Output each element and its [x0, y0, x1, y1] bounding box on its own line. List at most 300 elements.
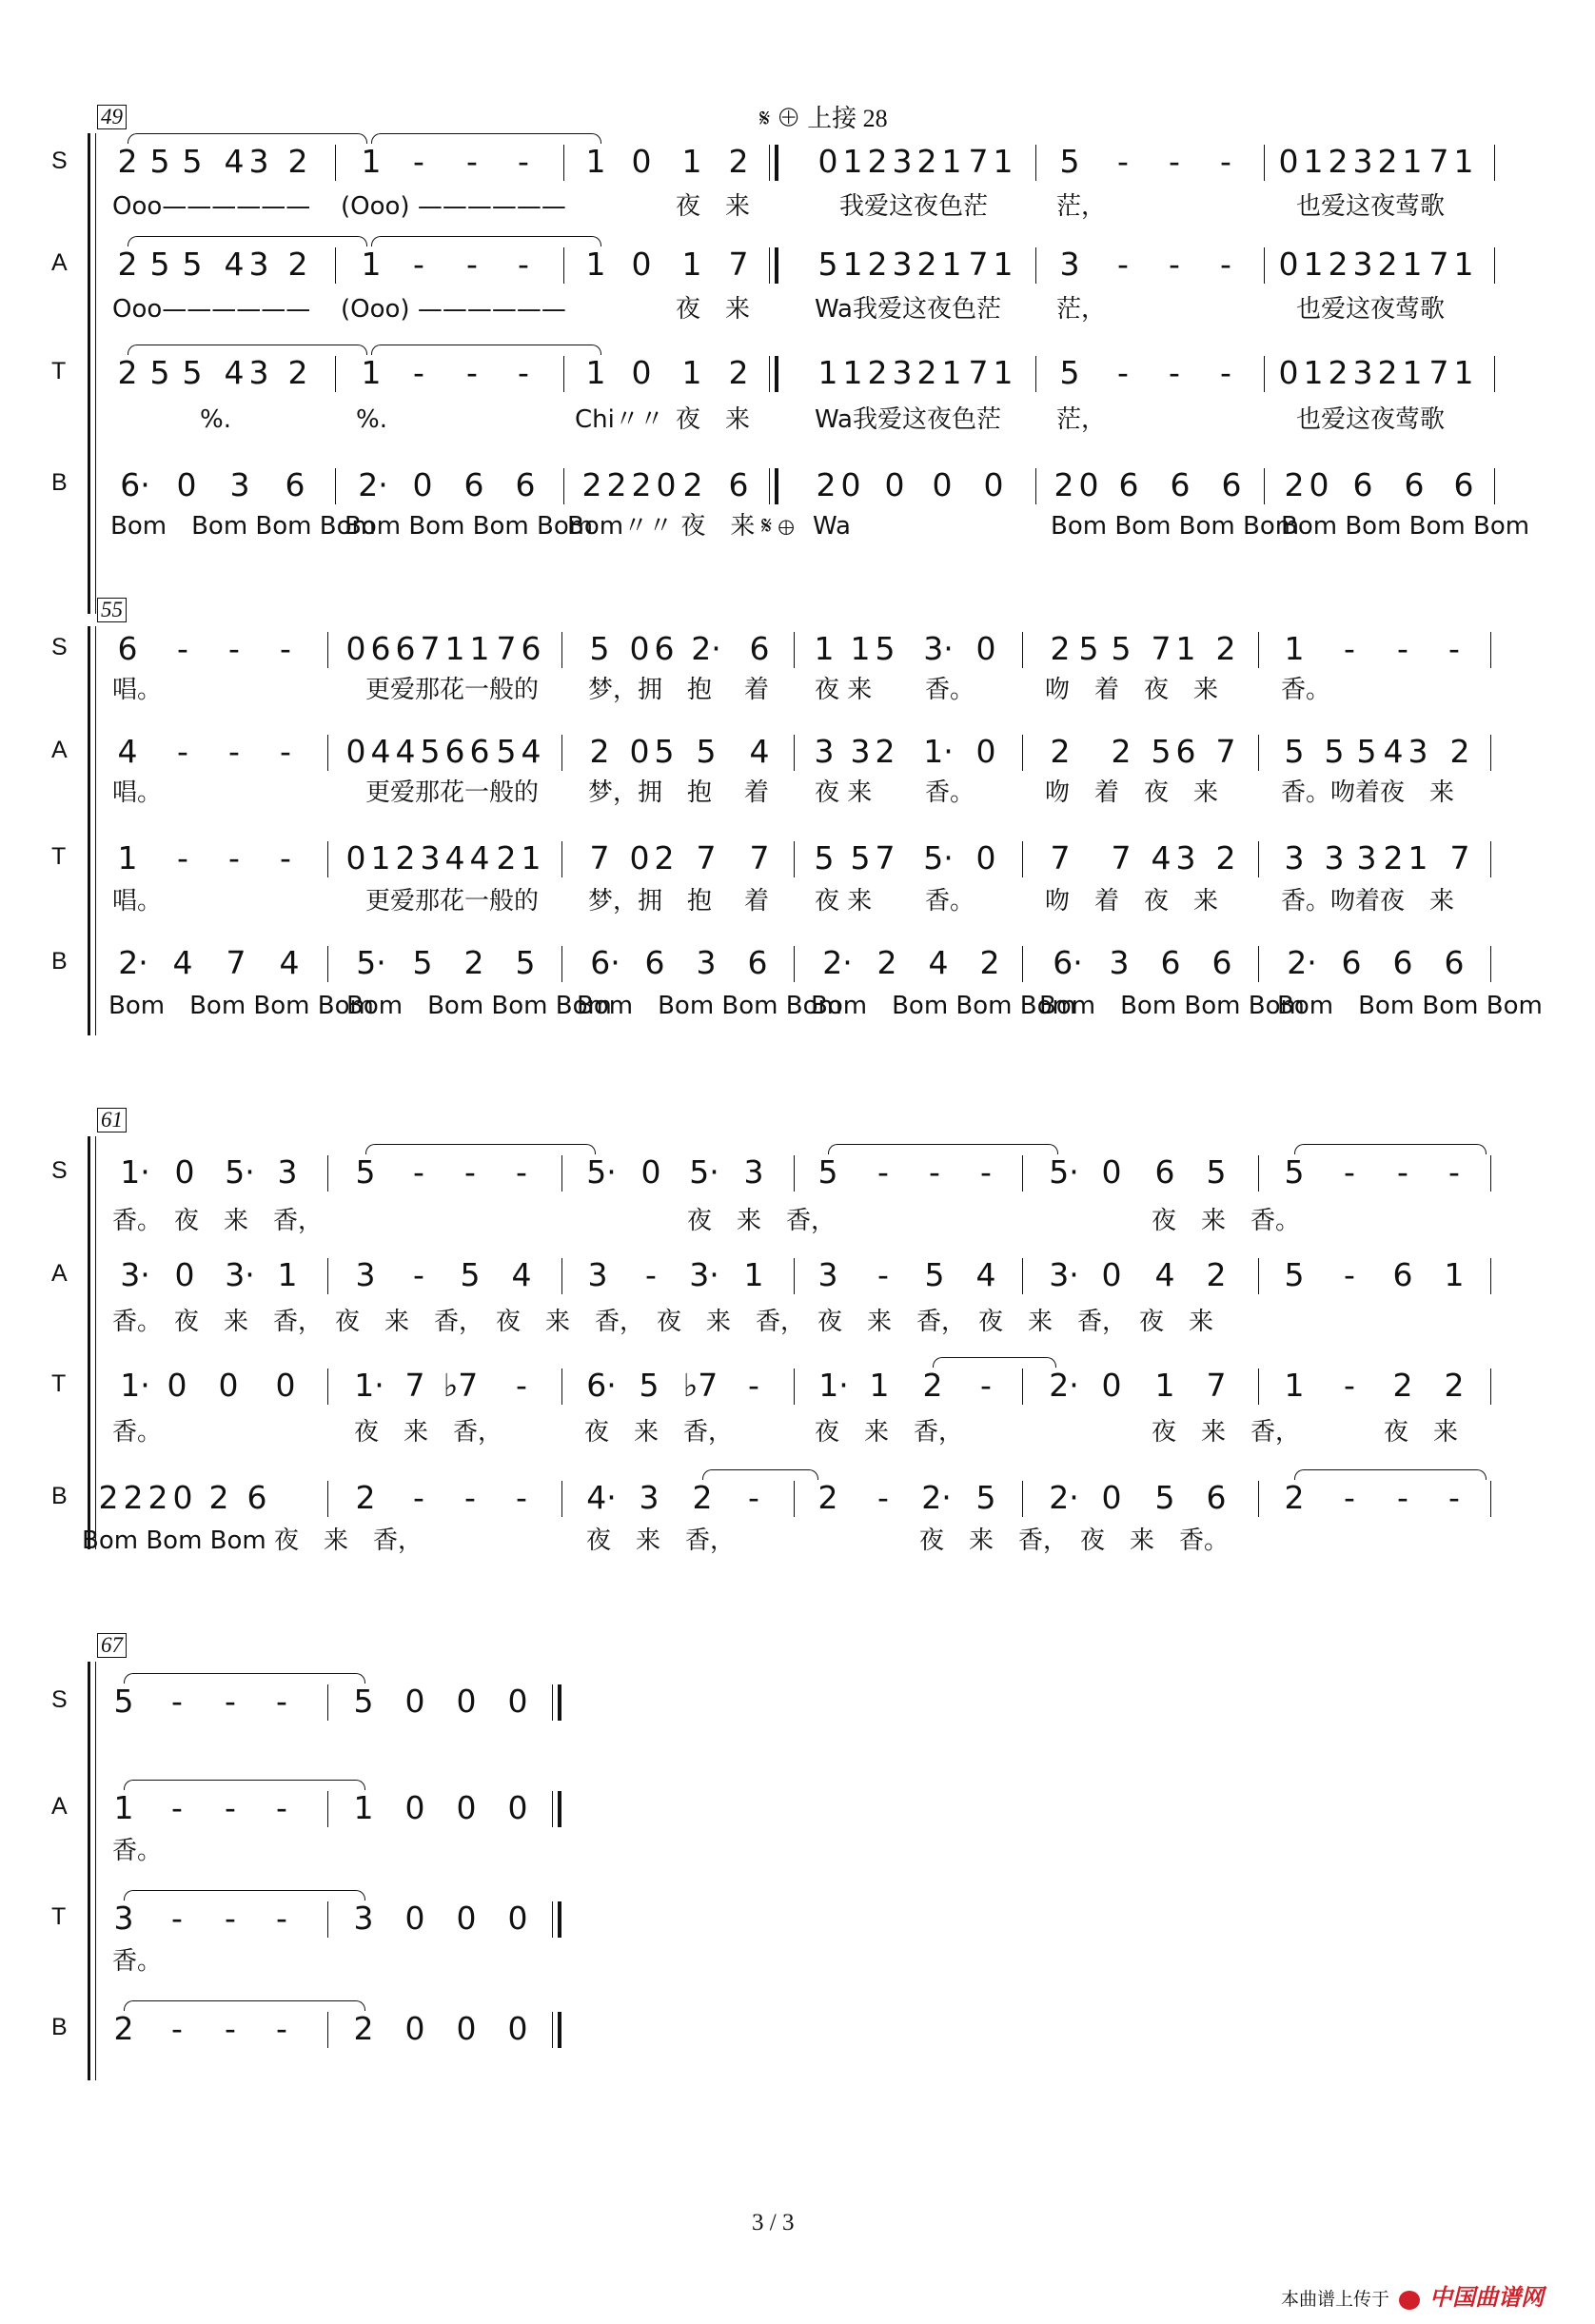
note: 0: [1101, 1367, 1122, 1404]
note: 7: [1428, 246, 1449, 283]
note: 7: [968, 354, 989, 391]
lyric: Bom Bom Bom Bom: [577, 992, 842, 1020]
note: 5: [412, 944, 433, 981]
note: 3: [1109, 944, 1130, 981]
note: 2: [922, 1367, 943, 1404]
note: 3: [817, 1256, 838, 1293]
note: 4·: [586, 1479, 617, 1516]
note: 0: [507, 1789, 528, 1826]
note: 7: [226, 944, 246, 981]
lyric: 梦，拥 抱: [588, 676, 713, 704]
note: 1: [1303, 143, 1324, 180]
segno-coda-mark: 𝄋 ⊕ 上接 28: [759, 105, 888, 132]
voice-label-soprano: S: [51, 1686, 68, 1713]
note: 2: [979, 944, 1000, 981]
barline: [1258, 946, 1259, 982]
note: 7: [749, 839, 770, 876]
notes-row: [0, 354, 1595, 392]
note: -: [877, 1153, 889, 1191]
note: 2·: [822, 944, 853, 981]
note: 1: [941, 143, 962, 180]
lyric: 夜 来 香，: [584, 1418, 734, 1447]
note: -: [516, 1367, 527, 1404]
note: 0: [656, 466, 677, 503]
note: 1: [1453, 143, 1474, 180]
note: 2: [1444, 1367, 1465, 1404]
note: 1: [1175, 630, 1196, 667]
note: 2: [1284, 466, 1305, 503]
note: 0: [631, 354, 652, 391]
note: 3: [277, 1153, 298, 1191]
note: 3: [814, 733, 835, 770]
note: 7: [968, 246, 989, 283]
note: -: [748, 1479, 759, 1516]
note: 0: [975, 733, 996, 770]
note: -: [171, 1683, 183, 1720]
lyric: 夜 来: [676, 192, 751, 221]
barline: [1035, 468, 1036, 504]
note: 5: [182, 246, 203, 283]
note: 2: [867, 143, 888, 180]
notes-row: [0, 1900, 1595, 1938]
note: 7: [496, 630, 517, 667]
note: 1·: [120, 1367, 150, 1404]
note: 7: [696, 839, 717, 876]
note: 4: [1383, 733, 1404, 770]
barline: [327, 1155, 328, 1192]
note: 2: [631, 466, 652, 503]
barline: [561, 841, 562, 877]
note: 6: [1341, 944, 1362, 981]
note: 1: [585, 246, 606, 283]
note: -: [413, 143, 424, 180]
note: 5: [817, 246, 838, 283]
note: 0: [629, 733, 650, 770]
note: 1: [993, 354, 1014, 391]
barline: [1490, 1155, 1491, 1192]
note: 0: [345, 630, 366, 667]
note: -: [1344, 1153, 1355, 1191]
note: 1: [361, 143, 382, 180]
note: -: [225, 2010, 236, 2047]
note: 3: [353, 1900, 374, 1937]
note: 2: [148, 1479, 168, 1516]
voice-label-tenor: T: [51, 843, 67, 870]
slur: [128, 236, 367, 246]
note: 5: [182, 354, 203, 391]
barline: [1490, 946, 1491, 982]
lyric: 着: [744, 778, 770, 807]
note: -: [877, 1479, 889, 1516]
note: 1: [681, 143, 702, 180]
note: 2: [117, 246, 138, 283]
note: 5: [149, 143, 170, 180]
note: 2: [1206, 1256, 1227, 1293]
note: 1: [1402, 143, 1423, 180]
slur: [828, 1144, 1058, 1154]
note: 4: [224, 354, 245, 391]
barline: [794, 1481, 795, 1517]
note: -: [171, 1789, 183, 1826]
notes-row: [0, 1367, 1595, 1405]
note: ♭7: [682, 1367, 719, 1404]
barline: [794, 632, 795, 668]
note: 4: [521, 733, 542, 770]
note: 0: [932, 466, 953, 503]
note: 2·: [1287, 944, 1317, 981]
note: 6·: [586, 1367, 617, 1404]
note: 5: [496, 733, 517, 770]
footer-logo[interactable]: 中国曲谱网: [1429, 2284, 1545, 2311]
barline: [561, 946, 562, 982]
note: -: [1169, 143, 1180, 180]
barline: [1022, 1155, 1023, 1192]
note: 6: [728, 466, 749, 503]
lyric: 香。 夜 来 香， 夜 来 香， 夜 来 香， 夜 来 香， 夜 来 香， 夜 来 香， 夜 来: [112, 1308, 1214, 1336]
note: 6: [117, 630, 138, 667]
voice-label-bass: B: [51, 1483, 68, 1509]
note: 6: [1392, 1256, 1413, 1293]
note: 5: [639, 1367, 660, 1404]
note: 6: [463, 466, 484, 503]
note: -: [466, 143, 478, 180]
notes-row: [0, 733, 1595, 771]
note: 5: [515, 944, 536, 981]
note: 5: [420, 733, 441, 770]
note: 2: [867, 354, 888, 391]
note: 1: [1284, 1367, 1305, 1404]
note: 0: [629, 630, 650, 667]
note: -: [280, 630, 291, 667]
slur: [365, 1144, 596, 1154]
note: 6: [444, 733, 465, 770]
note: 0: [404, 1683, 425, 1720]
note: 1: [681, 354, 702, 391]
note: 3: [248, 143, 269, 180]
note: 5: [460, 1256, 481, 1293]
note: 2: [1284, 1479, 1305, 1516]
voice-label-alto: A: [51, 249, 68, 276]
voice-label-bass: B: [51, 948, 68, 975]
note: 0: [840, 466, 861, 503]
barline: [1035, 145, 1036, 181]
note: 6: [1404, 466, 1425, 503]
note: 5: [355, 1153, 376, 1191]
note: 1: [941, 246, 962, 283]
lyric: Wa我爱这夜色茫: [815, 405, 1001, 434]
barline: [794, 841, 795, 877]
note: 2: [682, 466, 703, 503]
footer-text: 本曲谱上传于: [1281, 2289, 1390, 2310]
note: 1: [681, 246, 702, 283]
note: 2: [98, 1479, 119, 1516]
note: 2·: [358, 466, 388, 503]
note: -: [1397, 1153, 1408, 1191]
barline: [327, 1901, 328, 1938]
lyric: 夜 来 香， 夜 来 香。: [919, 1526, 1230, 1555]
measure-number: 55: [97, 598, 127, 622]
voice-label-bass: B: [51, 469, 68, 496]
lyric: 夜 来: [1384, 1418, 1459, 1447]
note: 1: [1303, 246, 1324, 283]
note: 0: [1078, 466, 1099, 503]
coda-mark: 𝄋 ⊕: [761, 512, 795, 540]
lyrics-tenor: 香。: [112, 1947, 163, 1976]
note: 1: [277, 1256, 298, 1293]
barline: [794, 1258, 795, 1294]
note: 0: [817, 143, 838, 180]
note: 1: [370, 839, 391, 876]
lyric: Ooo——————: [112, 295, 311, 324]
note: 2: [1449, 733, 1470, 770]
note: 2: [581, 466, 602, 503]
note: 3·: [1049, 1256, 1079, 1293]
note: -: [980, 1153, 992, 1191]
note: -: [1117, 354, 1129, 391]
note: -: [276, 1683, 287, 1720]
notes-row: [0, 1479, 1595, 1517]
note: 5: [1356, 733, 1377, 770]
note: 3: [229, 466, 250, 503]
note: 1: [993, 246, 1014, 283]
lyric: %.: [356, 405, 387, 434]
note: -: [177, 839, 188, 876]
note: -: [1448, 630, 1460, 667]
note: 0: [345, 733, 366, 770]
note: 6: [1444, 944, 1465, 981]
slur: [128, 133, 367, 144]
note: 3: [1352, 143, 1373, 180]
note: 0: [983, 466, 1004, 503]
barline: [335, 247, 336, 284]
note: 7: [1206, 1367, 1227, 1404]
lyric: 夜 来: [676, 295, 751, 324]
note: 2: [117, 143, 138, 180]
barline: [1494, 468, 1495, 504]
slur: [1294, 1469, 1487, 1480]
double-barline: [769, 356, 778, 392]
lyric: 也爱这夜莺歌: [1296, 295, 1446, 324]
note: 0: [456, 1900, 477, 1937]
notes-row: [0, 630, 1595, 668]
note: 7: [589, 839, 610, 876]
note: 3: [1175, 839, 1196, 876]
note: 6: [285, 466, 305, 503]
voice-label-bass: B: [51, 2014, 68, 2040]
barline: [1490, 841, 1491, 877]
lyric: 吻 着 夜 来: [1045, 676, 1219, 704]
lyric: 我爱这夜色茫: [839, 192, 989, 221]
barline: [794, 1155, 795, 1192]
note: 4: [975, 1256, 996, 1293]
note: 5·: [923, 839, 954, 876]
note: 2·: [1049, 1367, 1079, 1404]
note: 4: [224, 246, 245, 283]
note: 5: [850, 839, 871, 876]
lyric: 梦，拥 抱: [588, 778, 713, 807]
notes-row: [0, 839, 1595, 877]
note: 5: [975, 1479, 996, 1516]
note: 2: [463, 944, 484, 981]
voice-label-soprano: S: [51, 1157, 68, 1184]
note: -: [1117, 246, 1129, 283]
barline: [327, 1791, 328, 1827]
note: 1: [444, 630, 465, 667]
voice-label-alto: A: [51, 737, 68, 763]
note: 3·: [689, 1256, 719, 1293]
note: 0: [456, 1789, 477, 1826]
note: -: [645, 1256, 657, 1293]
note: 4: [469, 839, 490, 876]
lyric: 夜 来 香，: [815, 1418, 964, 1447]
note: -: [516, 1479, 527, 1516]
barline: [1494, 247, 1495, 284]
note: 4: [749, 733, 770, 770]
note: 1: [117, 839, 138, 876]
note: 3: [1059, 246, 1080, 283]
voice-label-soprano: S: [51, 634, 68, 660]
lyric: 唱。: [112, 887, 163, 916]
slur: [933, 1357, 1056, 1368]
note: 4: [279, 944, 300, 981]
barline: [335, 468, 336, 504]
note: -: [748, 1367, 759, 1404]
note: 0: [975, 839, 996, 876]
note: 2: [208, 1479, 229, 1516]
note: -: [466, 354, 478, 391]
note: 5: [1284, 1153, 1305, 1191]
note: 2: [1377, 354, 1398, 391]
barline: [327, 1684, 328, 1721]
note: 2: [1215, 630, 1236, 667]
notes-row: [0, 143, 1595, 181]
barline: [327, 1369, 328, 1405]
note: 0: [507, 1683, 528, 1720]
lyric: Bom Bom Bom Bom: [1039, 992, 1305, 1020]
voice-label-tenor: T: [51, 358, 67, 384]
measure-number: 49: [97, 105, 127, 129]
note: 1: [842, 354, 863, 391]
lyric: 香。: [925, 676, 975, 704]
barline: [1490, 735, 1491, 771]
note: 2: [1111, 733, 1132, 770]
note: 2: [654, 839, 675, 876]
note: 3: [420, 839, 441, 876]
lyrics-alto: 香。: [112, 1837, 163, 1865]
note: 0: [640, 1153, 661, 1191]
note: 7: [968, 143, 989, 180]
note: 2: [606, 466, 627, 503]
barline: [1022, 1258, 1023, 1294]
note: -: [929, 1153, 940, 1191]
lyric: 更爱那花一般的: [365, 778, 540, 807]
lyric: Wa: [813, 512, 851, 541]
voice-label-tenor: T: [51, 1903, 67, 1930]
lyric: Bom Bom Bom Bom: [108, 992, 374, 1020]
note: 0: [507, 1900, 528, 1937]
note: 5·: [1049, 1153, 1079, 1191]
note: 6: [1352, 466, 1373, 503]
note: 2·: [1049, 1479, 1079, 1516]
barline: [335, 356, 336, 392]
note: -: [1220, 354, 1231, 391]
note: -: [1220, 143, 1231, 180]
note: 4: [172, 944, 193, 981]
slur: [702, 1469, 818, 1480]
note: 4: [117, 733, 138, 770]
note: 4: [928, 944, 949, 981]
note: 2·: [921, 1479, 952, 1516]
note: 7: [728, 246, 749, 283]
note: -: [171, 1900, 183, 1937]
note: 5: [353, 1683, 374, 1720]
barline: [1022, 632, 1023, 668]
note: -: [1344, 1367, 1355, 1404]
note: 5: [924, 1256, 945, 1293]
barline: [327, 1481, 328, 1517]
note: -: [1117, 143, 1129, 180]
note: 0: [404, 1789, 425, 1826]
note: 6: [1211, 944, 1232, 981]
note: 2: [1328, 354, 1349, 391]
note: 6: [1170, 466, 1191, 503]
note: 1: [743, 1256, 764, 1293]
note: -: [225, 1789, 236, 1826]
note: -: [276, 1789, 287, 1826]
lyric: (Ooo) ——————: [341, 192, 566, 221]
note: 0: [1278, 354, 1299, 391]
note: 1: [361, 354, 382, 391]
note: -: [228, 839, 240, 876]
notes-row: [0, 246, 1595, 284]
note: 0: [631, 246, 652, 283]
barline: [561, 632, 562, 668]
note: 0: [412, 466, 433, 503]
note: 1: [842, 143, 863, 180]
note: 5: [814, 839, 835, 876]
barline: [1264, 356, 1265, 392]
note: ♭7: [443, 1367, 479, 1404]
final-barline: [552, 1901, 561, 1938]
double-barline: [769, 468, 778, 504]
note: 3: [743, 1153, 764, 1191]
note: 3: [355, 1256, 376, 1293]
note: 7: [1428, 354, 1449, 391]
lyric: 茫，: [1056, 295, 1107, 324]
note: -: [980, 1367, 992, 1404]
note: 7: [420, 630, 441, 667]
slur: [371, 345, 601, 355]
note: 6: [747, 944, 768, 981]
barline: [563, 468, 564, 504]
barline: [794, 735, 795, 771]
note: 1: [1303, 354, 1324, 391]
barline: [327, 632, 328, 668]
lyric: Bom Bom Bom Bom: [110, 512, 376, 541]
notes-row: [0, 466, 1595, 504]
note: 2: [916, 143, 937, 180]
measure-number: 61: [97, 1108, 127, 1132]
note: 0: [456, 2010, 477, 2047]
barline: [1490, 632, 1491, 668]
note: 2: [113, 2010, 134, 2047]
note: 1: [361, 246, 382, 283]
note: 0: [507, 2010, 528, 2047]
note: 3: [892, 143, 913, 180]
note: 2: [117, 354, 138, 391]
note: 2: [1328, 143, 1349, 180]
note: -: [466, 246, 478, 283]
